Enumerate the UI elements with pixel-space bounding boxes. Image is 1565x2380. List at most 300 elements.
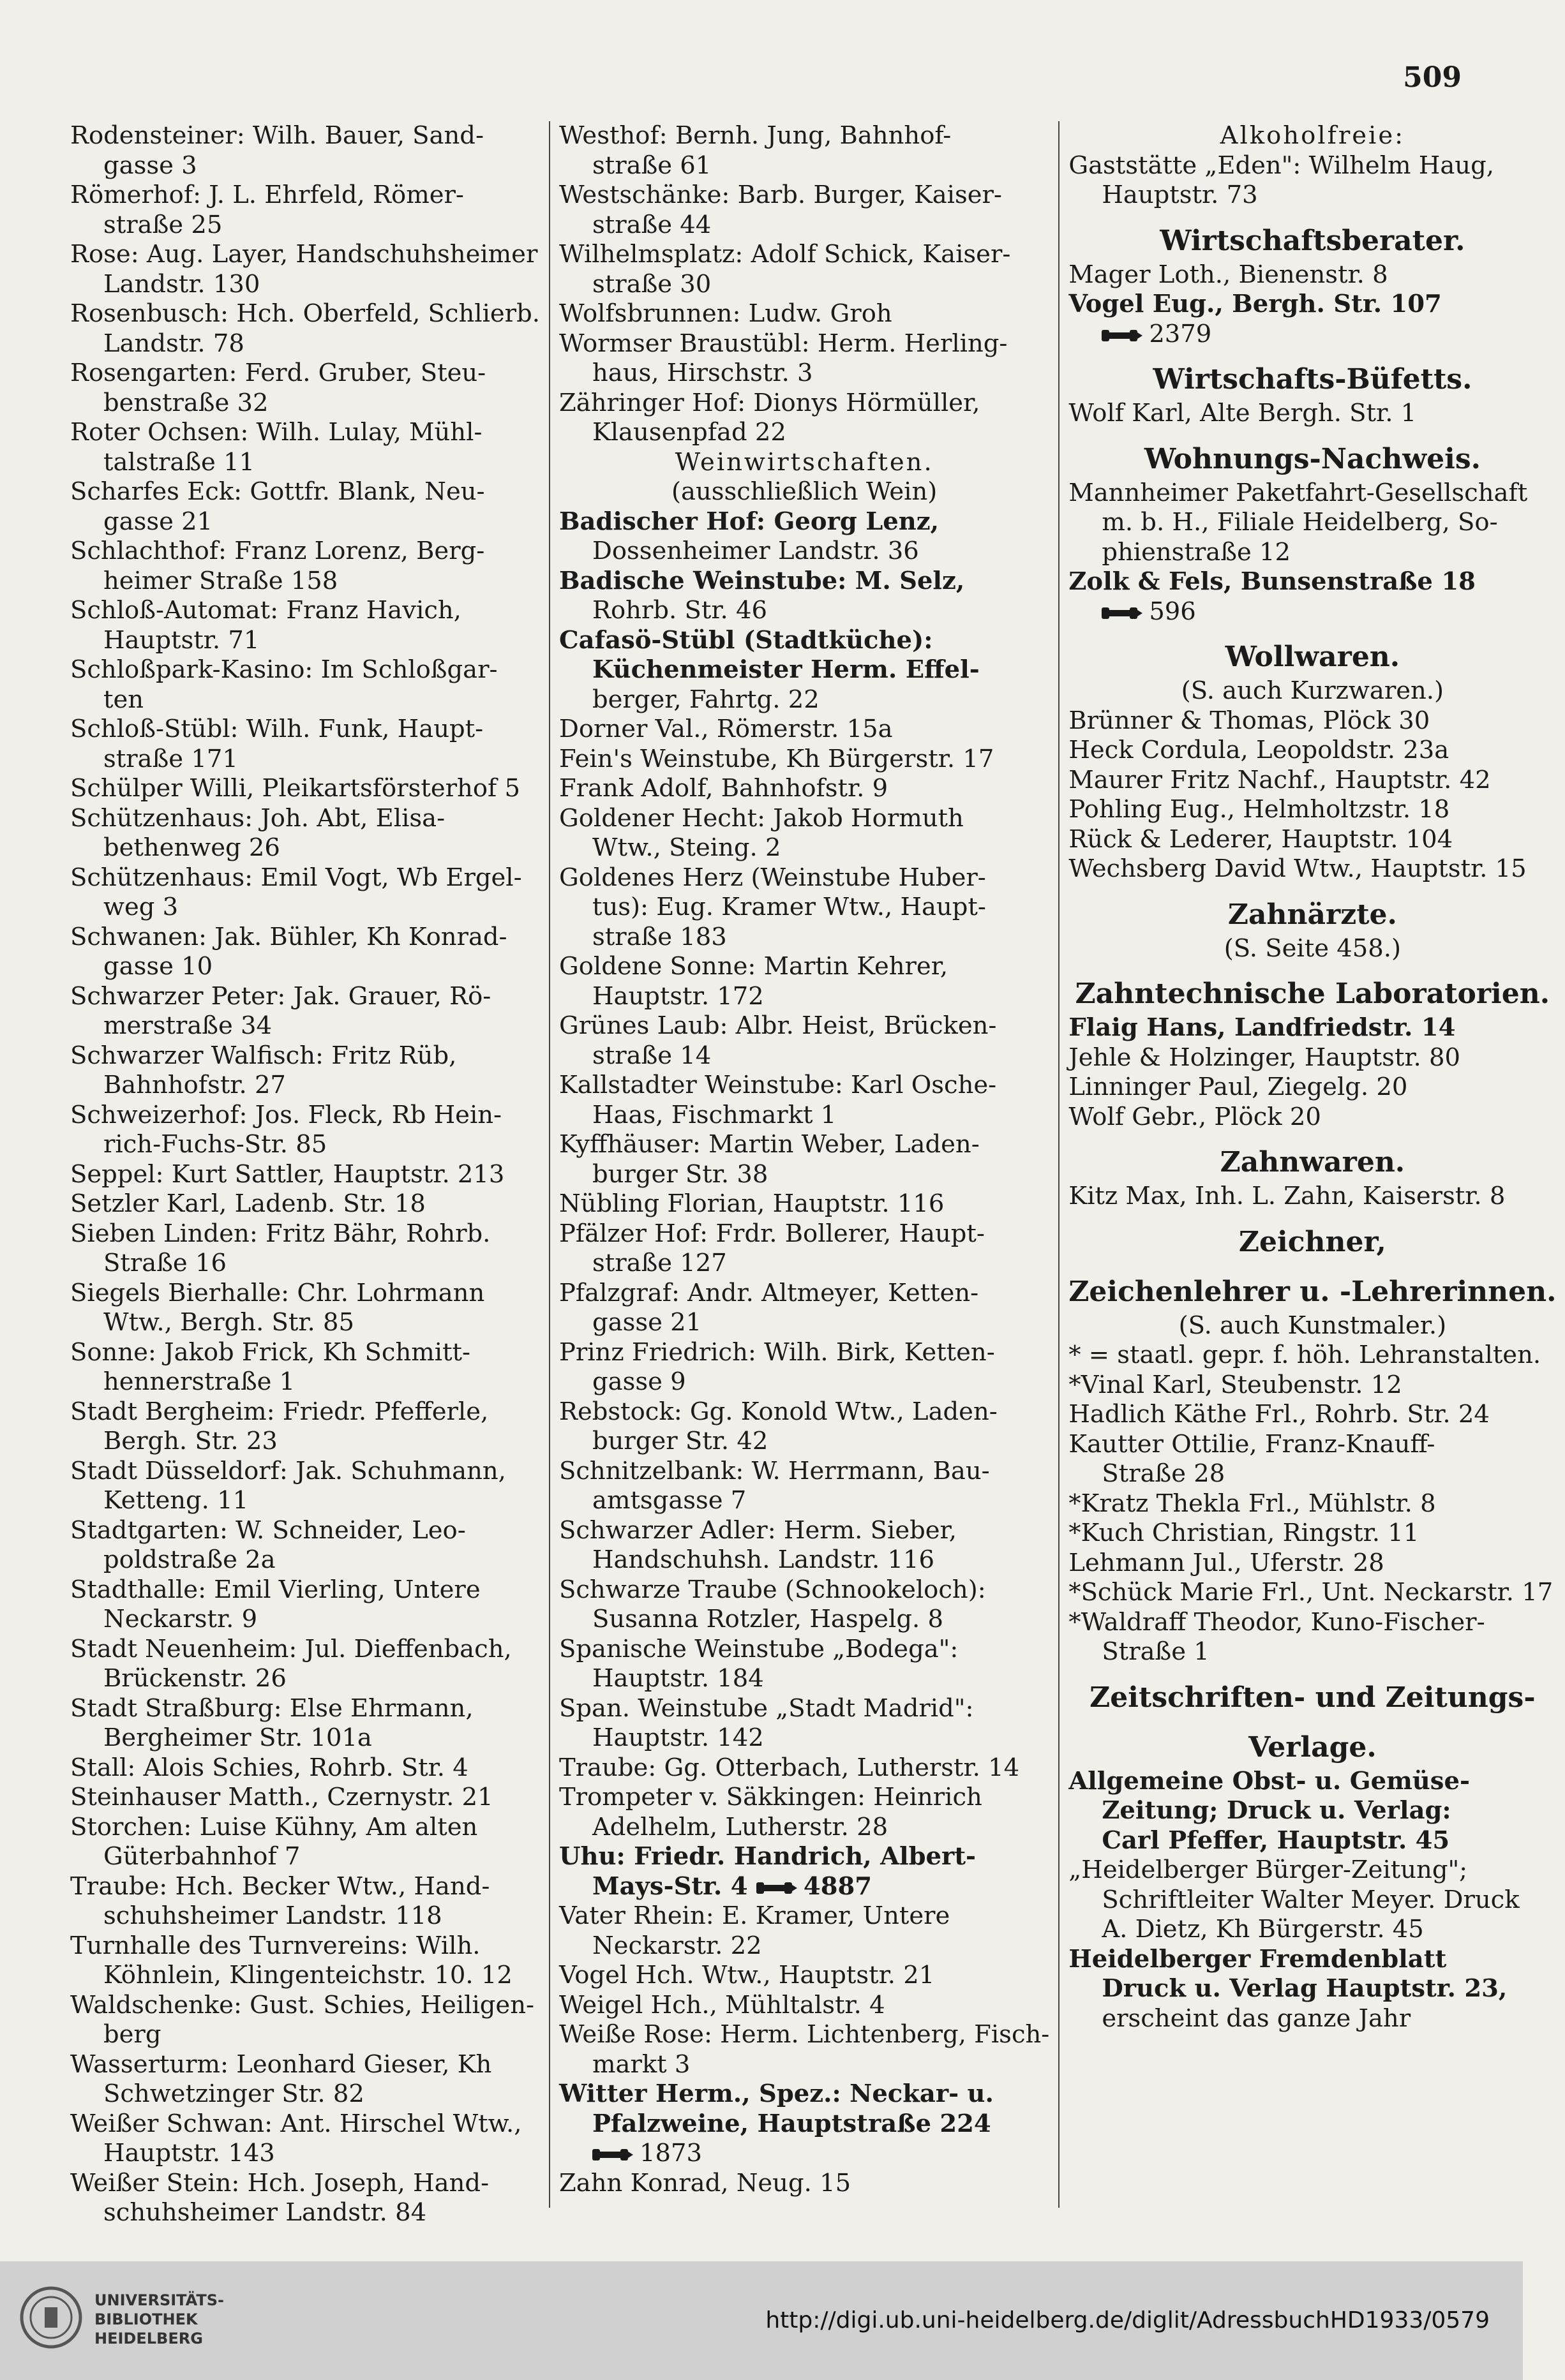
section-heading — [1068, 222, 1556, 260]
directory-entry-line — [559, 537, 1049, 567]
entry-text: straße 25 — [103, 210, 223, 239]
entry-text: Uhu: Friedr. Handrich, Albert- — [558, 1842, 977, 1871]
entry-text: Weißer Stein: Hch. Joseph, Hand- — [70, 2168, 490, 2198]
entry-text: Zeitschriften- und Zeitungs- — [1090, 1681, 1536, 1714]
directory-entry-line — [559, 2169, 1049, 2199]
entry-text: (S. auch Kurzwaren.) — [1181, 676, 1444, 705]
entry-text: Traube: Hch. Becker Wtw., Hand- — [70, 1871, 490, 1901]
directory-entry-line — [1068, 706, 1556, 736]
directory-entry-line — [559, 804, 1049, 834]
directory-entry-line — [1068, 479, 1556, 509]
entry-text: Span. Weinstube „Stadt Madrid": — [558, 1693, 974, 1723]
directory-entry-line — [70, 1575, 540, 1605]
entry-text: straße 30 — [592, 269, 712, 299]
entry-text: Hauptstr. 142 — [592, 1723, 764, 1752]
directory-column-3 — [1058, 121, 1565, 2208]
directory-entry-line — [70, 389, 540, 419]
entry-text: Schloßpark-Kasino: Im Schloßgar- — [70, 655, 498, 684]
entry-text: schuhsheimer Landstr. 84 — [103, 2198, 427, 2227]
directory-entry-line — [559, 1931, 1049, 1961]
entry-text: Traube: Gg. Otterbach, Lutherstr. 14 — [558, 1753, 1020, 1782]
directory-entry-line — [1068, 1103, 1556, 1133]
entry-text: straße 14 — [592, 1041, 712, 1070]
directory-entry-line — [559, 1041, 1049, 1071]
entry-text: „Heidelberger Bürger-Zeitung"; — [1068, 1856, 1468, 1884]
source-url-link[interactable]: http://digi.ub.uni-heidelberg.de/diglit/AdressbuchHD1933/0579 — [765, 2307, 1490, 2333]
directory-entry-line — [1068, 1915, 1556, 1945]
entry-text: Handschuhsh. Landstr. 116 — [592, 1545, 935, 1574]
directory-entry-line — [559, 2079, 1049, 2109]
entry-text: (S. Seite 458.) — [1224, 933, 1401, 963]
directory-entry-line — [70, 2050, 540, 2080]
entry-text: straße 183 — [592, 922, 727, 951]
entry-text: Spanische Weinstube „Bodega": — [558, 1634, 959, 1663]
telephone-icon — [592, 2148, 633, 2162]
directory-entry-line — [1068, 795, 1556, 825]
directory-entry-line — [1068, 1608, 1556, 1638]
directory-entry-line — [559, 181, 1049, 211]
entry-text: gasse 21 — [103, 507, 213, 536]
entry-text: Frank Adolf, Bahnhofstr. 9 — [558, 774, 888, 803]
directory-entry-line — [1068, 320, 1556, 350]
directory-entry-line — [70, 448, 540, 478]
entry-text: Bergheimer Str. 101a — [103, 1723, 372, 1752]
entry-text: Schweizerhof: Jos. Fleck, Rb Hein- — [70, 1100, 502, 1129]
directory-entry-line — [559, 893, 1049, 923]
entry-text: Straße 1 — [1102, 1637, 1209, 1666]
directory-entry-line — [559, 833, 1049, 863]
entry-text: Flaig Hans, Landfriedstr. 14 — [1068, 1013, 1456, 1042]
directory-entry-line — [559, 1011, 1049, 1041]
directory-entry-line — [70, 952, 540, 982]
entry-text: Wirtschafts-Büfetts. — [1153, 363, 1472, 396]
entry-text: Heck Cordula, Leopoldstr. 23a — [1068, 736, 1449, 764]
entry-text: Köhnlein, Klingenteichstr. 10. 12 — [103, 1961, 513, 1990]
entry-text: *Vinal Karl, Steubenstr. 12 — [1068, 1370, 1402, 1399]
directory-entry-line — [70, 1991, 540, 2021]
directory-entry-line — [559, 240, 1049, 270]
entry-text: Zeichner, — [1238, 1225, 1386, 1258]
directory-entry-line — [70, 1279, 540, 1309]
entry-text: Allgemeine Obst- u. Gemüse- — [1068, 1766, 1470, 1796]
directory-entry-line — [70, 893, 540, 923]
entry-text: Weinwirtschaften. — [675, 447, 934, 477]
entry-text: Zeichenlehrer u. -Lehrerinnen. — [1068, 1275, 1557, 1308]
entry-text: Wechsberg David Wtw., Hauptstr. 15 — [1068, 854, 1527, 883]
directory-entry-line — [559, 329, 1049, 359]
entry-text: Sieben Linden: Fritz Bähr, Rohrb. — [70, 1219, 491, 1248]
directory-entry-line — [70, 1901, 540, 1931]
entry-text: Zahnärzte. — [1227, 898, 1397, 931]
entry-text: Schützenhaus: Emil Vogt, Wb Ergel- — [70, 863, 522, 892]
entry-text: Stall: Alois Schies, Rohrb. Str. 4 — [70, 1753, 468, 1782]
entry-text: Westhof: Bernh. Jung, Bahnhof- — [558, 121, 952, 150]
directory-entry-line — [559, 2109, 1049, 2139]
entry-text: Ketteng. 11 — [103, 1486, 249, 1515]
directory-entry-line — [70, 2079, 540, 2109]
directory-entry-line — [559, 1486, 1049, 1516]
entry-text: Rück & Lederer, Hauptstr. 104 — [1068, 824, 1453, 854]
directory-column-2 — [549, 121, 1058, 2208]
entry-text: Carl Pfeffer, Hauptstr. 45 — [1102, 1826, 1450, 1855]
entry-text: Gaststätte „Eden": Wilhelm Haug, — [1068, 151, 1494, 180]
directory-entry-line — [559, 1101, 1049, 1131]
entry-text: Zahntechnische Laboratorien. — [1075, 978, 1550, 1010]
entry-text: Alkoholfreie: — [1220, 121, 1405, 150]
directory-entry-line — [70, 1486, 540, 1516]
directory-entry-line — [70, 1753, 540, 1783]
entry-text: Rose: Aug. Layer, Handschuhsheimer — [70, 240, 538, 269]
entry-text: (ausschließlich Wein) — [671, 477, 938, 506]
directory-entry-line — [70, 1813, 540, 1843]
entry-text: straße 171 — [103, 744, 238, 773]
entry-text: Verlage. — [1248, 1730, 1377, 1764]
entry-text: Heidelberger Fremdenblatt — [1068, 1944, 1447, 1974]
directory-entry-line — [70, 1308, 540, 1338]
entry-text: (S. auch Kunstmaler.) — [1178, 1311, 1447, 1340]
directory-entry-line — [70, 537, 540, 567]
entry-text: Weiße Rose: Herm. Lichtenberg, Fisch- — [558, 2020, 1050, 2049]
entry-text: Neckarstr. 22 — [592, 1931, 762, 1960]
directory-entry-line — [70, 1071, 540, 1101]
directory-entry-line — [70, 596, 540, 626]
directory-entry-line — [559, 359, 1049, 389]
entry-text: *Kratz Thekla Frl., Mühlstr. 8 — [1068, 1489, 1436, 1518]
entry-text: Turnhalle des Turnvereins: Wilh. — [70, 1931, 481, 1960]
directory-entry-line — [70, 211, 540, 241]
entry-text: Schwanen: Jak. Bühler, Kh Konrad- — [70, 922, 507, 951]
entry-text: Vogel Hch. Wtw., Hauptstr. 21 — [558, 1961, 935, 1990]
entry-text: Jehle & Holzinger, Hauptstr. 80 — [1068, 1043, 1461, 1072]
directory-entry-line — [70, 1783, 540, 1813]
directory-entry-line — [1068, 1826, 1556, 1856]
directory-entry-line — [559, 1901, 1049, 1931]
section-subheading — [1068, 676, 1556, 706]
directory-entry-line — [70, 1961, 540, 1991]
directory-entry-line — [70, 2109, 540, 2139]
directory-entry-line — [559, 507, 1049, 537]
entry-text: Wtw., Bergh. Str. 85 — [103, 1308, 355, 1337]
entry-text: Dossenheimer Landstr. 36 — [592, 537, 919, 565]
section-subheading — [1068, 934, 1556, 964]
directory-entry-line — [70, 2020, 540, 2050]
entry-text: Mays-Str. 4 — [592, 1871, 748, 1901]
directory-entry-line — [70, 418, 540, 448]
directory-entry-line — [70, 1842, 540, 1872]
directory-entry-line — [559, 270, 1049, 300]
entry-text: Nübling Florian, Hauptstr. 116 — [558, 1189, 945, 1218]
directory-entry-line — [559, 1071, 1049, 1101]
directory-entry-line — [70, 833, 540, 863]
directory-entry-line — [559, 1516, 1049, 1546]
entry-text: burger Str. 38 — [592, 1159, 768, 1189]
phone-number: 1873 — [639, 2139, 702, 2168]
directory-entry-line — [70, 982, 540, 1012]
phone-number: 2379 — [1149, 319, 1212, 348]
directory-entry-line — [559, 389, 1049, 419]
entry-text: Stadt Straßburg: Else Ehrmann, — [70, 1693, 474, 1723]
directory-entry-line — [1068, 1430, 1556, 1460]
directory-entry-line — [559, 1160, 1049, 1190]
directory-entry-line — [70, 1338, 540, 1368]
entry-text: talstraße 11 — [103, 447, 255, 477]
directory-entry-line — [559, 1545, 1049, 1575]
directory-entry-line — [70, 1723, 540, 1753]
entry-text: Hauptstr. 73 — [1102, 181, 1258, 209]
directory-entry-line — [70, 1249, 540, 1279]
university-seal-icon — [19, 2286, 83, 2349]
entry-text: Wormser Braustübl: Herm. Herling- — [558, 329, 1008, 358]
directory-entry-line — [559, 655, 1049, 685]
entry-text: Scharfes Eck: Gottfr. Blank, Neu- — [70, 477, 485, 506]
phone-number: 4887 — [803, 1871, 872, 1901]
directory-entry-line — [70, 1011, 540, 1041]
entry-text: Storchen: Luise Kühny, Am alten — [70, 1812, 478, 1841]
directory-entry-line — [559, 151, 1049, 181]
entry-text: Schwarzer Peter: Jak. Grauer, Rö- — [70, 981, 491, 1011]
directory-entry-line — [559, 1991, 1049, 2021]
entry-text: schuhsheimer Landstr. 118 — [103, 1901, 442, 1930]
entry-text: straße 127 — [592, 1249, 727, 1277]
entry-text: Hauptstr. 172 — [592, 981, 764, 1011]
entry-text: Schwarze Traube (Schnookeloch): — [558, 1575, 986, 1604]
directory-entry-line — [70, 923, 540, 953]
entry-text: rich-Fuchs-Str. 85 — [103, 1130, 327, 1159]
entry-text: berg — [103, 2020, 161, 2049]
entry-text: Rosenbusch: Hch. Oberfeld, Schlierb. — [70, 299, 540, 328]
entry-text: Küchenmeister Herm. Effel- — [592, 655, 980, 684]
directory-entry-line — [1068, 597, 1556, 627]
entry-text: amtsgasse 7 — [592, 1486, 747, 1515]
directory-entry-line — [1068, 1767, 1556, 1797]
entry-text: ten — [103, 685, 144, 714]
directory-entry-line — [1068, 399, 1556, 429]
entry-text: Vater Rhein: E. Kramer, Untere — [558, 1901, 950, 1930]
entry-text: Schwetzinger Str. 82 — [103, 2079, 364, 2108]
entry-text: Rosengarten: Ferd. Gruber, Steu- — [70, 359, 486, 387]
entry-text: Schwarzer Walfisch: Fritz Rüb, — [70, 1041, 457, 1070]
directory-entry-line — [559, 626, 1049, 656]
directory-entry-line — [559, 567, 1049, 597]
directory-entry-line — [559, 1219, 1049, 1249]
directory-entry-line — [70, 1694, 540, 1724]
entry-text: weg 3 — [103, 893, 179, 921]
directory-entry-line — [559, 1723, 1049, 1753]
entry-text: heimer Straße 158 — [103, 566, 338, 595]
directory-entry-line — [70, 1516, 540, 1546]
directory-entry-line — [559, 774, 1049, 804]
entry-text: Güterbahnhof 7 — [103, 1842, 301, 1871]
logo-line-1: UNIVERSITÄTS- — [94, 2291, 225, 2309]
entry-text: Kitz Max, Inh. L. Zahn, Kaiserstr. 8 — [1068, 1182, 1506, 1210]
directory-entry-line — [559, 1872, 1049, 1902]
entry-text: tus): Eug. Kramer Wtw., Haupt- — [592, 893, 986, 921]
entry-text: *Waldraff Theodor, Kuno-Fischer- — [1068, 1607, 1485, 1637]
section-heading — [1068, 1729, 1556, 1767]
directory-entry-line — [1068, 766, 1556, 796]
section-heading — [1068, 896, 1556, 934]
directory-entry-line — [1068, 1519, 1556, 1549]
directory-entry-line — [559, 1457, 1049, 1487]
directory-entry-line — [70, 1397, 540, 1427]
entry-text: Klausenpfad 22 — [592, 418, 786, 447]
entry-text: Stadt Neuenheim: Jul. Dieffenbach, — [70, 1634, 512, 1663]
section-heading — [1068, 440, 1556, 479]
entry-text: Neckarstr. 9 — [103, 1605, 258, 1633]
entry-text: Linninger Paul, Ziegelg. 20 — [1068, 1073, 1408, 1101]
entry-text: Hauptstr. 184 — [592, 1664, 764, 1693]
section-heading — [1068, 638, 1556, 676]
logo-line-2: BIBLIOTHEK — [94, 2310, 198, 2328]
directory-entry-line — [70, 359, 540, 389]
section-subheading — [559, 448, 1049, 478]
directory-entry-line — [559, 121, 1049, 151]
directory-entry-line — [559, 715, 1049, 745]
entry-text: Kyffhäuser: Martin Weber, Laden- — [558, 1130, 980, 1159]
directory-entry-line — [1068, 2004, 1556, 2034]
entry-text: berger, Fahrtg. 22 — [592, 685, 820, 714]
entry-text: Prinz Friedrich: Wilh. Birk, Ketten- — [558, 1337, 995, 1367]
directory-entry-line — [70, 1189, 540, 1219]
entry-text: Siegels Bierhalle: Chr. Lohrmann — [70, 1278, 485, 1307]
entry-text: Pfalzweine, Hauptstraße 224 — [592, 2109, 991, 2138]
directory-entry-line — [70, 745, 540, 775]
directory-entry-line — [559, 211, 1049, 241]
entry-text: Weißer Schwan: Ant. Hirschel Wtw., — [70, 2109, 522, 2138]
entry-text: haus, Hirschstr. 3 — [592, 359, 813, 387]
directory-entry-line — [70, 1160, 540, 1190]
directory-entry-line — [70, 863, 540, 893]
section-heading — [1068, 975, 1556, 1013]
directory-entry-line — [70, 270, 540, 300]
directory-entry-line — [70, 151, 540, 181]
directory-entry-line — [559, 2050, 1049, 2080]
entry-text: Hauptstr. 143 — [103, 2139, 275, 2168]
entry-text: gasse 10 — [103, 952, 213, 981]
entry-text: Zolk & Fels, Bunsenstraße 18 — [1068, 567, 1476, 596]
entry-text: Seppel: Kurt Sattler, Hauptstr. 213 — [70, 1159, 505, 1189]
directory-entry-line — [70, 1931, 540, 1961]
directory-entry-line — [70, 2169, 540, 2199]
directory-entry-line — [70, 2139, 540, 2169]
entry-text: Rodensteiner: Wilh. Bauer, Sand- — [70, 121, 484, 150]
entry-text: Trompeter v. Säkkingen: Heinrich — [558, 1783, 982, 1811]
section-subheading — [559, 477, 1049, 507]
directory-entry-line — [1068, 1489, 1556, 1519]
directory-entry-line — [559, 745, 1049, 775]
directory-entry-line — [70, 1367, 540, 1397]
directory-entry-line — [1068, 854, 1556, 884]
directory-entry-line — [559, 1842, 1049, 1872]
entry-text: Witter Herm., Spez.: Neckar- u. — [558, 2079, 994, 2108]
directory-entry-line — [1068, 1341, 1556, 1371]
entry-text: Brünner & Thomas, Plöck 30 — [1068, 706, 1430, 735]
entry-text: Wasserturm: Leonhard Gieser, Kh — [70, 2049, 492, 2079]
directory-entry-line — [1068, 1885, 1556, 1915]
entry-text: Mannheimer Paketfahrt-Gesellschaft — [1068, 478, 1528, 507]
directory-entry-line — [559, 1753, 1049, 1783]
directory-entry-line — [70, 181, 540, 211]
directory-entry-line — [559, 1694, 1049, 1724]
entry-text: Schützenhaus: Joh. Abt, Elisa- — [70, 803, 446, 833]
entry-text: Bahnhofstr. 27 — [103, 1071, 286, 1099]
entry-text: gasse 3 — [103, 151, 197, 180]
directory-entry-line — [1068, 1796, 1556, 1826]
directory-entry-line — [559, 1961, 1049, 1991]
entry-text: Badischer Hof: Georg Lenz, — [558, 507, 940, 536]
directory-entry-line — [559, 1397, 1049, 1427]
entry-text: Susanna Rotzler, Haspelg. 8 — [592, 1605, 943, 1633]
entry-text: Pfälzer Hof: Frdr. Bollerer, Haupt- — [558, 1219, 985, 1248]
directory-entry-line — [70, 1219, 540, 1249]
directory-entry-line — [559, 982, 1049, 1012]
directory-entry-line — [559, 1575, 1049, 1605]
entry-text: Waldschenke: Gust. Schies, Heiligen- — [70, 1990, 535, 2019]
directory-entry-line — [70, 507, 540, 537]
entry-text: Badische Weinstube: M. Selz, — [558, 566, 965, 595]
entry-text: Pohling Eug., Helmholtzstr. 18 — [1068, 795, 1450, 824]
entry-text: Haas, Fischmarkt 1 — [592, 1100, 837, 1129]
telephone-icon — [1102, 606, 1142, 620]
directory-entry-line — [70, 1545, 540, 1575]
directory-entry-line — [1068, 1182, 1556, 1212]
directory-entry-line — [559, 1338, 1049, 1368]
directory-entry-line — [70, 1101, 540, 1131]
entry-text: Roter Ochsen: Wilh. Lulay, Mühl- — [70, 418, 483, 447]
directory-entry-line — [70, 715, 540, 745]
entry-text: Wtw., Steing. 2 — [592, 833, 781, 862]
section-heading — [1068, 1223, 1556, 1261]
entry-text: Mager Loth., Bienenstr. 8 — [1068, 260, 1388, 289]
entry-text: Landstr. 130 — [103, 269, 260, 299]
directory-entry-line — [1068, 1578, 1556, 1608]
entry-text: Wirtschaftsberater. — [1160, 224, 1465, 257]
entry-text: Dorner Val., Römerstr. 15a — [558, 715, 893, 743]
entry-text: Vogel Eug., Bergh. Str. 107 — [1068, 290, 1442, 318]
entry-text: bethenweg 26 — [103, 833, 280, 862]
directory-entry-line — [559, 923, 1049, 953]
directory-entry-line — [1068, 1974, 1556, 2004]
entry-text: Druck u. Verlag Hauptstr. 23, — [1102, 1974, 1508, 2003]
entry-text: Cafasö-Stübl (Stadtküche): — [558, 625, 933, 655]
directory-entry-line — [559, 1664, 1049, 1694]
telephone-icon — [1102, 329, 1142, 343]
directory-entry-line — [559, 299, 1049, 329]
entry-text: Pfalzgraf: Andr. Altmeyer, Ketten- — [558, 1278, 979, 1307]
directory-entry-line — [70, 1664, 540, 1694]
directory-entry-line — [70, 477, 540, 507]
directory-entry-line — [1068, 538, 1556, 568]
entry-text: Grünes Laub: Albr. Heist, Brücken- — [558, 1011, 997, 1040]
entry-text: Steinhauser Matth., Czernystr. 21 — [70, 1783, 493, 1811]
directory-entry-line — [559, 685, 1049, 715]
directory-entry-line — [1068, 825, 1556, 855]
directory-entry-line — [70, 1427, 540, 1457]
entry-text: Wolf Karl, Alte Bergh. Str. 1 — [1068, 399, 1417, 428]
entry-text: Schloß-Stübl: Wilh. Funk, Haupt- — [70, 715, 484, 743]
directory-entry-line — [559, 596, 1049, 626]
entry-text: * = staatl. gepr. f. höh. Lehranstalten. — [1068, 1341, 1541, 1369]
entry-text: Wolf Gebr., Plöck 20 — [1068, 1102, 1321, 1131]
directory-entry-line — [1068, 567, 1556, 597]
entry-text: Schloß-Automat: Franz Havich, — [70, 596, 461, 625]
directory-entry-line — [1068, 1856, 1556, 1885]
directory-columns — [61, 121, 1557, 2227]
directory-entry-line — [1068, 181, 1556, 211]
entry-text: Straße 16 — [103, 1249, 227, 1277]
entry-text: Schwarzer Adler: Herm. Sieber, — [558, 1515, 957, 1545]
entry-text: Schlachthof: Franz Lorenz, Berg- — [70, 537, 485, 565]
